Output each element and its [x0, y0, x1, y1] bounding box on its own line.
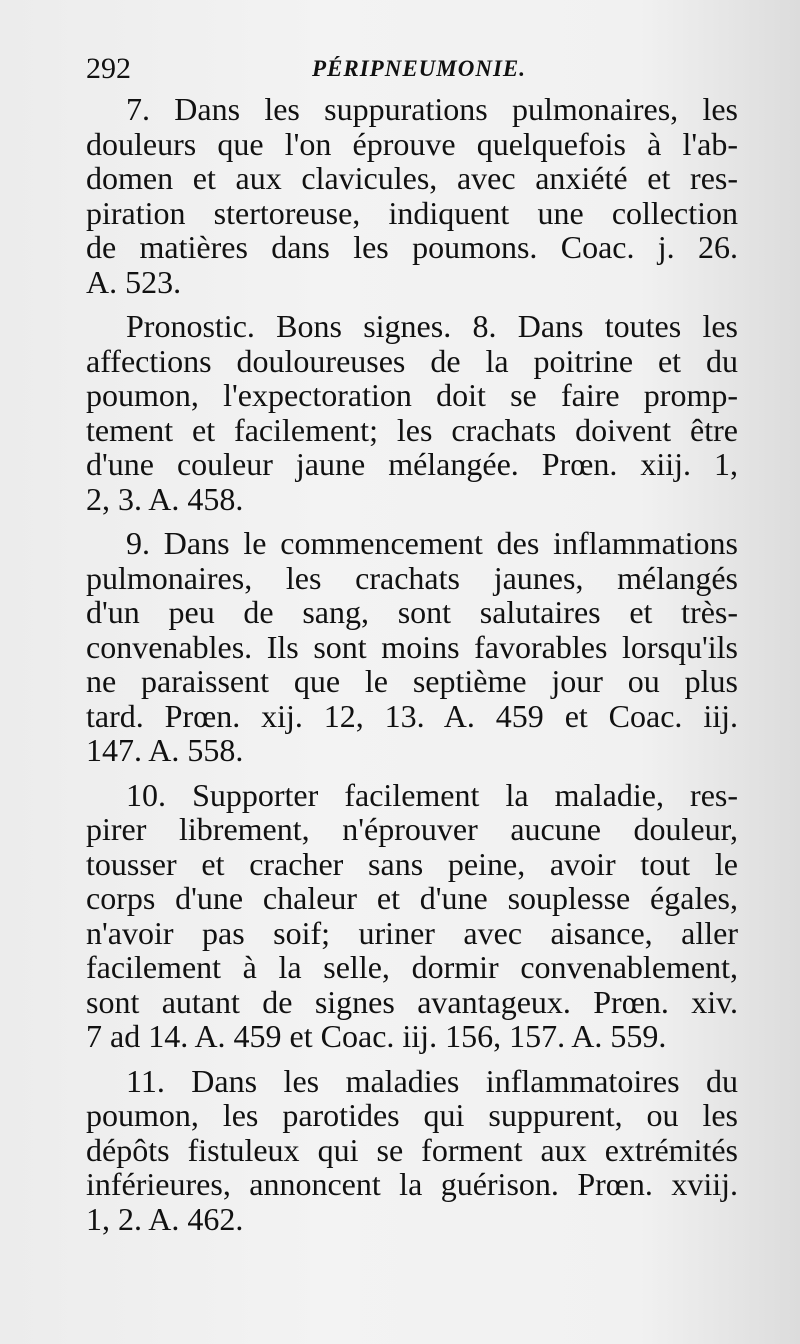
- text-line: affections douloureuses de la poitrine et du: [86, 342, 738, 379]
- paragraph-11: [86, 1064, 738, 1237]
- text-line: d'une couleur jaune mélangée. Prœn. xiij. 1,: [86, 446, 738, 482]
- text-line: de matières dans les poumons. Coac. j. 26.: [86, 229, 738, 265]
- running-title: PÉRIPNEUMONIE.: [312, 56, 527, 81]
- paragraph-9: [86, 526, 738, 768]
- text-line: tement et facilement; les crachats doivent être: [86, 411, 738, 448]
- text-line: A. 523.: [86, 263, 182, 300]
- text-line: n'avoir pas soif; uriner avec aisance, aller: [86, 914, 738, 951]
- text-line: ne paraissent que le septième jour ou plus: [86, 663, 738, 699]
- body-text: [86, 92, 738, 1236]
- text-line: 1, 2. A. 462.: [86, 1200, 244, 1237]
- text-line: poumon, l'expectoration doit se faire promp-: [86, 377, 738, 413]
- paragraph-7: [86, 92, 738, 299]
- text-line: 7 ad 14. A. 459 et Coac. iij. 156, 157. A. 559.: [86, 1018, 667, 1054]
- text-line: 10. Supporter facilement la maladie, res-: [126, 776, 738, 813]
- page-number: 292: [86, 52, 131, 85]
- text-line: tousser et cracher sans peine, avoir tout le: [86, 845, 738, 882]
- text-line: dépôts fistuleux qui se forment aux extrémités: [86, 1131, 738, 1168]
- text-line: domen et aux clavicules, avec anxiété et res-: [86, 160, 738, 196]
- text-line: 2, 3. A. 458.: [86, 480, 244, 517]
- text-line: douleurs que l'on éprouve quelquefois à l'ab-: [86, 125, 738, 162]
- text-line: facilement à la selle, dormir convenablement,: [86, 949, 738, 985]
- text-line: convenables. Ils sont moins favorables lorsqu'ils: [86, 628, 738, 665]
- paragraph-10: [86, 778, 738, 1054]
- text-line: 7. Dans les suppurations pulmonaires, les: [126, 91, 738, 127]
- text-line: sont autant de signes avantageux. Prœn. xiv.: [86, 983, 738, 1020]
- text-line: pulmonaires, les crachats jaunes, mélangés: [86, 559, 738, 596]
- text-line: inférieures, annoncent la guérison. Prœn. xviij.: [86, 1166, 738, 1202]
- text-line: corps d'une chaleur et d'une souplesse égales,: [86, 880, 738, 916]
- text-line: poumon, les parotides qui suppurent, ou les: [86, 1097, 738, 1133]
- text-line: piration stertoreuse, indiquent une collection: [86, 194, 738, 231]
- text-line: pirer librement, n'éprouver aucune douleur,: [86, 811, 738, 847]
- text-line: d'un peu de sang, sont salutaires et très-: [86, 594, 738, 630]
- text-line: tard. Prœn. xij. 12, 13. A. 459 et Coac. iij.: [86, 697, 738, 734]
- page-header: [86, 52, 746, 92]
- text-line: 11. Dans les maladies inflammatoires du: [126, 1062, 738, 1099]
- text-line: 147. A. 558.: [86, 732, 244, 768]
- text-line: 9. Dans le commencement des inflammations: [126, 525, 738, 561]
- paragraph-pronostic-8: [86, 309, 738, 516]
- text-line: Pronostic. Bons signes. 8. Dans toutes les: [126, 308, 738, 344]
